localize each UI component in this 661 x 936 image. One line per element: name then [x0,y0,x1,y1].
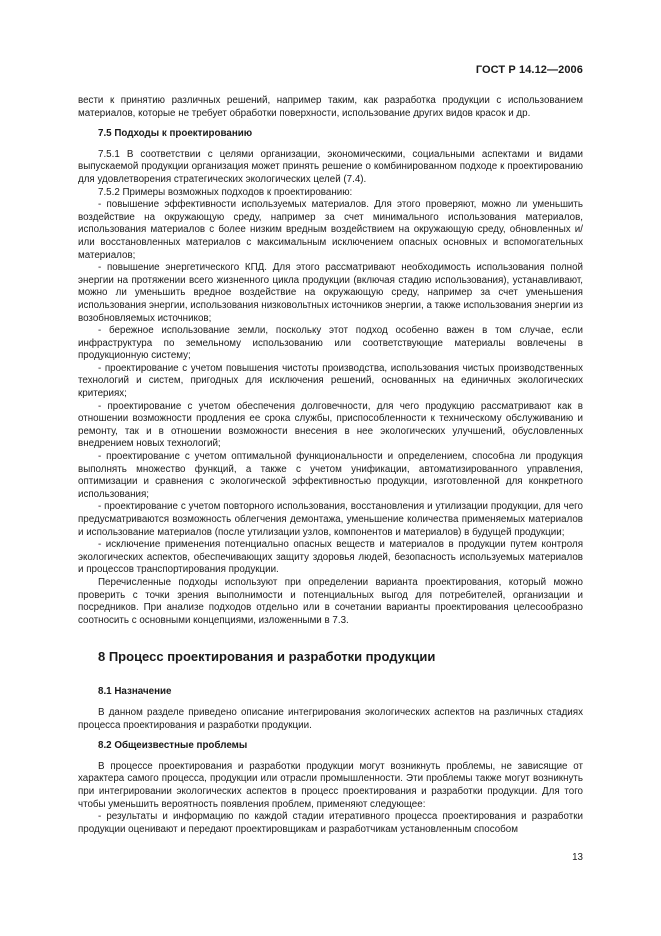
paragraph-8-2: В процессе проектирования и разработки продукции могут возникнуть проблемы, не зависящие от характера самого процесса, продукции или отрасли промышленности. Эти проблемы также могут возникнуть при интегрировании экологических аспектов в процесс проектирования и разработки продукции. Для того чтобы уменьшить вероятность появления проблем, применяют следующее: [78,760,583,810]
section-heading-7-5: 7.5 Подходы к проектированию [98,128,253,140]
paragraph-summary: Перечисленные подходы используют при определении варианта проектирования, который можно проверить с точки зрения выполнимости и потенциальных выгод для потребителей, организации и посредников. При анализе подходов отдельно или в сочетании варианты проектирования целесообразно соотносить с основными концепциями, изложенными в 7.3. [78,576,583,626]
list-item: - повышение эффективности используемых материалов. Для этого проверяют, можно ли уменьшить воздействие на окружающую среду, например за счет минимального использования материалов, использования материалов с более низким вредным воздействием на окружающую среду, обновленных и/или восстановленных материалов с максимальным исключением опасных основных и вспомогательных материалов; [78,199,583,261]
document-body [78,95,583,836]
list-item: - повышение энергетического КПД. Для этого рассматривают необходимость использования полной энергии на протяжении всего жизненного цикла продукции (включая стадию использования), устанавливают, можно ли уменьшить вредное воздействие на окружающую среду, например за счет уменьшения использования энергии, использования низковольтных источников энергии, а также использования энергии из возобновляемых источников; [78,262,583,324]
list-item: - результаты и информацию по каждой стадии итеративного процесса проектирования и разработки продукции оценивают и передают проектировщикам и разработчикам установленным способом [78,811,583,835]
paragraph-8-1: В данном разделе приведено описание интегрирования экологических аспектов на различных стадиях процесса проектирования и разработки продукции. [78,706,583,731]
paragraph-7-5-1: 7.5.1 В соответствии с целями организации, экономическими, социальными аспектами и видами выпускаемой продукции организация может принять решение о комбинированном подходе к проектированию для удовлетворения стратегических экологических целей (7.4). [78,148,583,185]
paragraph-continuation: вести к принятию различных решений, например таким, как разработка продукции с использованием материалов, которые не требует обработки поверхности, использование других видов красок и др. [78,95,583,119]
list-item: - проектирование с учетом повышения чистоты производства, использования чистых производственных технологий и систем, пригодных для исключения решений, основанных на единичных экологических критериях; [78,362,583,400]
list-item: - проектирование с учетом повторного использования, восстановления и утилизации продукции, для чего предусматриваются возможность облегчения демонтажа, уменьшение количества применяемых материалов и использование материалов (после утилизации узлов, компонентов и материалов) в будущей продукции; [78,501,583,538]
document-id-header: ГОСТ Р 14.12—2006 [475,64,583,76]
paragraph-7-5-2: 7.5.2 Примеры возможных подходов к проектированию: [98,186,353,198]
list-item: - проектирование с учетом обеспечения долговечности, для чего продукцию рассматривают как в отношении возможности продления ее срока службы, приспособленности к техническому обслуживанию и ремонту, так и в отношении возможности внесения в нее экологических улучшений, обусловленных внедрением новых технологий; [78,400,583,450]
section-heading-8-1: 8.1 Назначение [98,686,172,698]
page-number: 13 [572,852,583,863]
list-item: - проектирование с учетом оптимальной функциональности и определением, способна ли продукция выполнять множество функций, а также с учетом унификации, автоматизированного управления, оптимизации и сравнения с экологической эффективностью продукции, изготовленной для конкретного использования; [78,451,583,500]
list-item: - бережное использование земли, поскольку этот подход особенно важен в том случае, если инфраструктура по земельному использованию или соответствующие материалы вовлечены в продукционную систему; [78,325,583,362]
list-item: - исключение применения потенциально опасных веществ и материалов в продукции путем контроля экологических аспектов, обеспечивающих защиту здоровья людей, безопасность используемых материалов и процессов транспортирования продукции. [78,539,583,576]
chapter-heading-8: 8 Процесс проектирования и разработки продукции [98,649,436,665]
section-heading-8-2: 8.2 Общеизвестные проблемы [98,740,248,752]
